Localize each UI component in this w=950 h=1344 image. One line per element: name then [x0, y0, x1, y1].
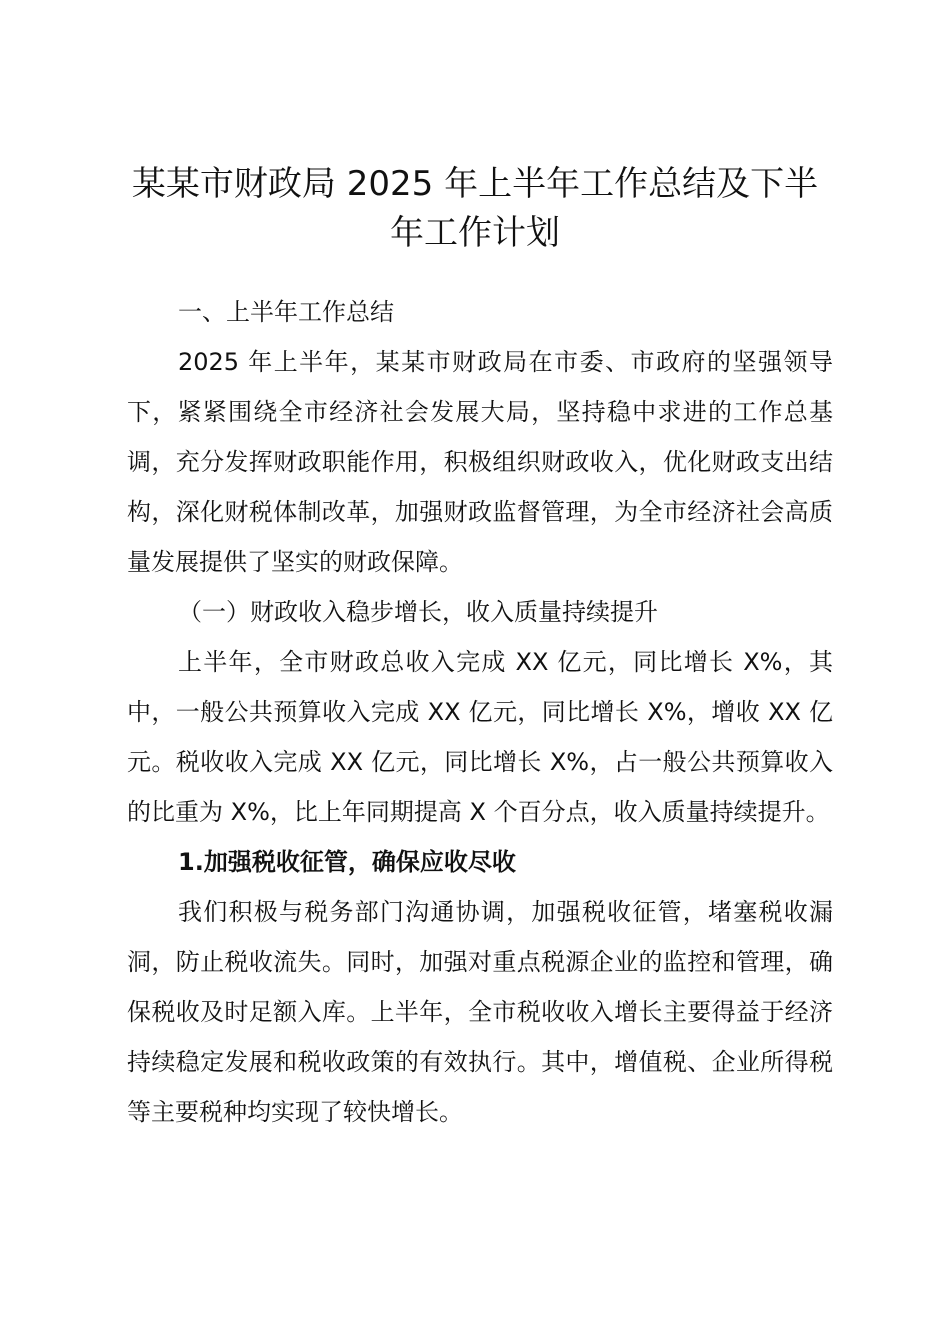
document-title: [110, 160, 840, 258]
subsection-heading: （一）财政收入稳步增长，收入质量持续提升: [178, 598, 658, 626]
document-title-line: 年工作计划: [390, 213, 560, 253]
body-paragraph: 2025 年上半年，某某市财政局在市委、市政府的坚强领导下，紧紧围绕全市经济社会发展大局，坚持稳中求进的工作总基调，充分发挥财政职能作用，积极组织财政收入，优化财政支出结构，深化财税体制改革，加强财政监督管理，为全市经济社会高质量发展提供了坚实的财政保障。: [127, 348, 833, 576]
body-paragraph: 我们积极与税务部门沟通协调，加强税收征管，堵塞税收漏洞，防止税收流失。同时，加强对重点税源企业的监控和管理，确保税收及时足额入库。上半年，全市税收收入增长主要得益于经济持续稳定发展和税收政策的有效执行。其中，增值税、企业所得税等主要税种均实现了较快增长。: [127, 898, 833, 1126]
document-title-line: 某某市财政局 2025 年上半年工作总结及下半: [131, 164, 819, 204]
body-paragraph: 上半年，全市财政总收入完成 XX 亿元，同比增长 X%，其中，一般公共预算收入完成 XX 亿元，同比增长 X%，增收 XX 亿元。税收收入完成 XX 亿元，同比增长 X%，占一般公共预算收入的比重为 X%，比上年同期提高 X 个百分点，收入质量持续提升。: [127, 648, 833, 826]
item-heading: 1.加强税收征管，确保应收尽收: [178, 848, 516, 876]
document-body: [127, 287, 833, 1137]
section-heading: 一、上半年工作总结: [178, 298, 394, 326]
